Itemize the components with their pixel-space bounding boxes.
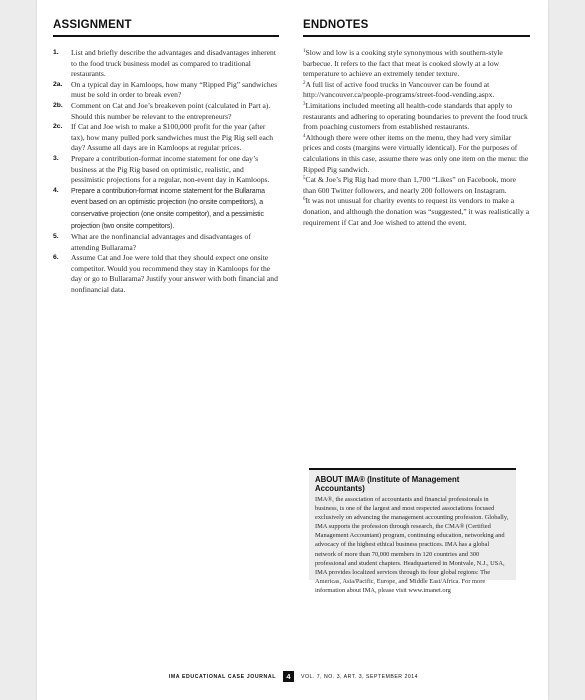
item-text: Prepare a contribution-format income statement for one day’s business at the Pig Rig based on optimistic, realistic, and pessimistic projections for a regular, non-event day in Kamloops. [71, 153, 270, 185]
endnote-6 [303, 196, 530, 228]
endnote-3 [303, 101, 530, 133]
about-ima-text: IMA®, the association of accountants and financial professionals in business, is one of the largest and most respected associations focused exclusively on advancing the management accounting profession. Globally, IMA supports the profession through research, the CMA® (Certified Management Accountant) program, continuing education, networking and advocacy of the highest ethical business practices. IMA has a global network of more than 70,000 members in 120 countries and 300 professional and student chapters. Headquartered in Montvale, N.J., USA, IMA provides localized services through its four global regions: The Americas, Asia/Pacific, Europe, and Middle East/Africa. For more information about IMA, please visit www.imanet.org [315, 496, 509, 594]
assignment-item-5 [53, 232, 279, 253]
endnote-mark: 2 [303, 80, 306, 86]
assignment-item-6 [53, 253, 279, 295]
assignment-item-1 [53, 48, 279, 80]
item-number: 1. [53, 49, 59, 56]
assignment-list [53, 48, 279, 296]
item-text: On a typical day in Kamloops, how many “Ripped Pig” sandwiches must be sold in order to break even? [71, 79, 278, 100]
assignment-item-2b [53, 101, 279, 122]
item-number: 2b. [53, 101, 63, 109]
item-number: 5. [53, 233, 59, 241]
page-footer [37, 671, 548, 685]
endnote-2 [303, 80, 530, 101]
item-text: If Cat and Joe wish to make a $100,000 profit for the year (after tax), how many pulled pork sandwiches must the Pig Rig sell each day? Assume all days are in Kamloops at regular prices. [71, 122, 274, 153]
item-number: 3. [53, 154, 59, 162]
endnote-mark: 3 [303, 101, 306, 107]
item-number: 4. [53, 186, 59, 194]
endnote-mark: 5 [303, 176, 306, 182]
endnote-1 [303, 48, 530, 80]
item-number: 6. [53, 254, 59, 262]
endnote-mark: 6 [303, 197, 306, 203]
item-text: Comment on Cat and Joe’s breakeven point (calculated in Part a). Should this number be relevant to the entrepreneurs? [71, 100, 271, 121]
assignment-section [53, 19, 279, 296]
item-number: 2a. [53, 80, 63, 88]
page-number: 4 [283, 671, 294, 682]
endnote-text: It was not unusual for charity events to request its vendors to make a donation, and although the donation was “suggested,” it was realistically a requirement if Cat and Joe wished to attend the event. [303, 196, 530, 227]
endnote-4 [303, 133, 530, 175]
endnote-text: Although there were other items on the menu, they had very similar prices and costs (margins were virtually identical). For the purposes of calculations in this case, assume there was only one item on the menu: the Ripped Pig sandwich. [303, 132, 529, 174]
assignment-item-4 [53, 186, 279, 232]
item-text: Assume Cat and Joe were told that they should expect one onsite competitor. Would you recommend they stay in Kamloops for the day or go to Bullarama? Justify your answer with both financial and nonfinancial data. [71, 253, 278, 295]
footer-journal-title: IMA EDUCATIONAL CASE JOURNAL [168, 674, 276, 680]
endnote-text: Cat & Joe’s Pig Rig had more than 1,700 “Likes” on Facebook, more than 600 Twitter followers, and nearly 200 followers on Instagram. [303, 175, 516, 195]
assignment-heading: ASSIGNMENT [53, 19, 279, 37]
item-text: Prepare a contribution-format income statement for the Bullarama event based on an optimistic projection (no onsite competitors), a conservative projection (one onsite competitor), and a pessimistic projection (two onsite competitors). [71, 187, 265, 230]
endnotes-section [303, 19, 530, 228]
about-ima-box [309, 468, 516, 594]
assignment-item-2a [53, 80, 279, 101]
endnotes-list [303, 48, 530, 228]
endnote-text: A full list of active food trucks in Vancouver can be found at http://vancouver.ca/people-programs/street-food-vending.aspx. [303, 79, 495, 100]
endnotes-heading: ENDNOTES [303, 19, 530, 37]
item-text: What are the nonfinancial advantages and disadvantages of attending Bullarama? [71, 232, 251, 252]
about-ima-title: ABOUT IMA® (Institute of Management Accountants) [315, 475, 460, 493]
endnote-text: Slow and low is a cooking style synonymous with southern-style barbecue. It refers to the fact that meat is cooked slowly at a low temperature to achieve an extremely tender texture. [303, 48, 503, 79]
item-text: List and briefly describe the advantages and disadvantages inherent to the food truck business model as compared to traditional restaurants. [71, 48, 276, 79]
footer-issue-info: VOL. 7, NO. 3, ART. 3, SEPTEMBER 2014 [301, 674, 419, 680]
assignment-item-2c [53, 122, 279, 154]
endnote-mark: 1 [303, 49, 306, 54]
assignment-item-3 [53, 154, 279, 186]
item-number: 2c. [53, 123, 63, 131]
document-page [37, 0, 548, 700]
endnote-mark: 4 [303, 133, 306, 139]
endnote-5 [303, 175, 530, 196]
endnote-text: Limitations included meeting all health-code standards that apply to restaurants and adhering to operating boundaries to prevent the food truck from poaching customers from established restaurants. [303, 100, 528, 132]
